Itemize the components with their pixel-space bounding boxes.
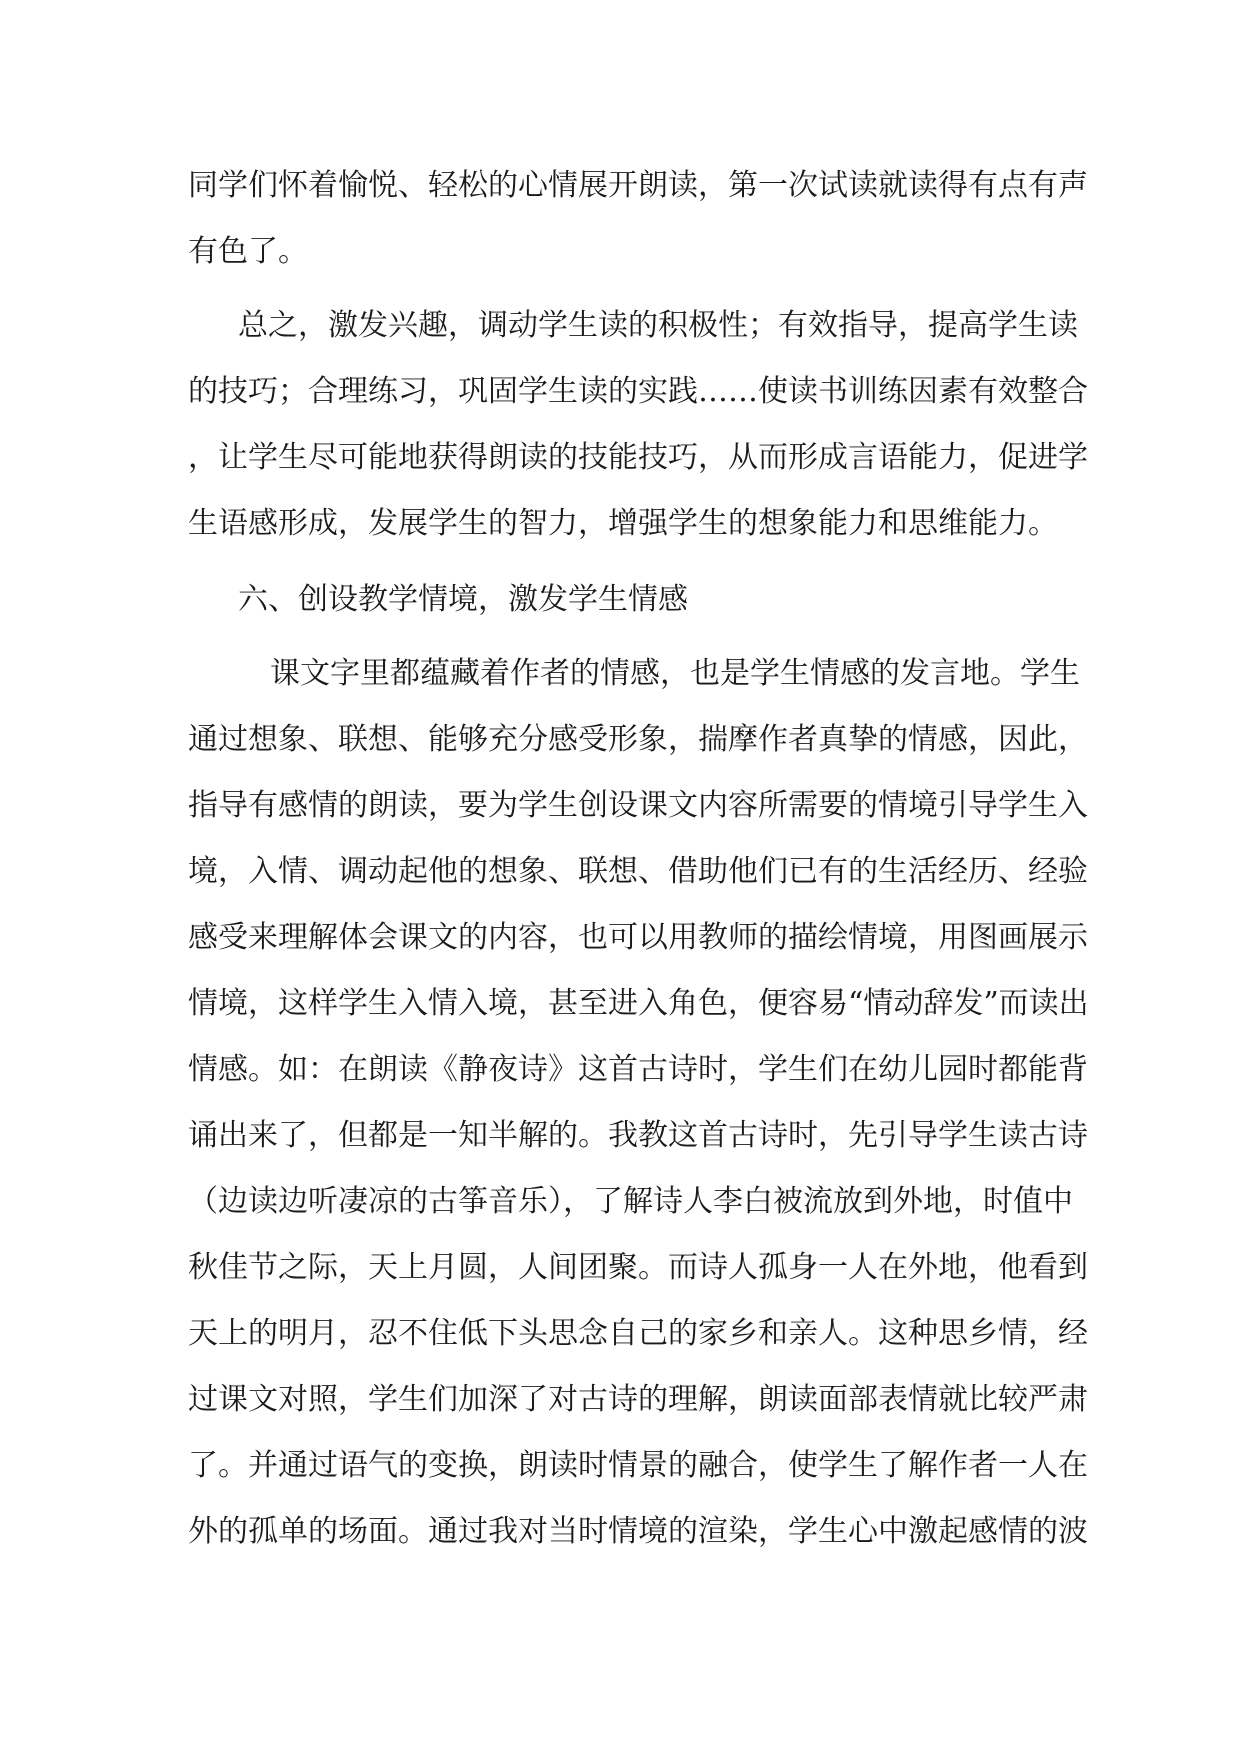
paragraph-line: 课文字里都蕴藏着作者的情感，也是学生情感的发言地。学生 — [270, 656, 1080, 691]
paragraph-line: 有色了。 — [188, 234, 308, 269]
paragraph-line: 过课文对照，学生们加深了对古诗的理解，朗读面部表情就比较严肃 — [188, 1382, 1088, 1417]
paragraph-line: 通过想象、联想、能够充分感受形象，揣摩作者真挚的情感，因此， — [188, 722, 1088, 757]
paragraph-line: 情感。如：在朗读《静夜诗》这首古诗时，学生们在幼儿园时都能背 — [188, 1052, 1088, 1087]
paragraph-line: 指导有感情的朗读，要为学生创设课文内容所需要的情境引导学生入 — [188, 788, 1088, 823]
paragraph-line: 情境，这样学生入情入境，甚至进入角色，便容易“情动辞发”而读出 — [188, 986, 1089, 1021]
paragraph-line: 秋佳节之际，天上月圆，人间团聚。而诗人孤身一人在外地，他看到 — [188, 1250, 1088, 1285]
paragraph-line: 同学们怀着愉悦、轻松的心情展开朗读，第一次试读就读得有点有声 — [188, 168, 1088, 203]
paragraph-line: 天上的明月，忍不住低下头思念自己的家乡和亲人。这种思乡情，经 — [188, 1316, 1088, 1351]
paragraph-line: 境，入情、调动起他的想象、联想、借助他们已有的生活经历、经验 — [188, 854, 1088, 889]
paragraph-line: 感受来理解体会课文的内容，也可以用教师的描绘情境，用图画展示 — [188, 920, 1088, 955]
paragraph-line: 外的孤单的场面。通过我对当时情境的渲染，学生心中激起感情的波 — [188, 1514, 1088, 1549]
paragraph-line: 了。并通过语气的变换，朗读时情景的融合，使学生了解作者一人在 — [188, 1448, 1088, 1483]
paragraph-line: 的技巧；合理练习，巩固学生读的实践……使读书训练因素有效整合 — [188, 374, 1088, 409]
paragraph-line: ，让学生尽可能地获得朗读的技能技巧，从而形成言语能力，促进学 — [188, 440, 1088, 475]
paragraph-line: 诵出来了，但都是一知半解的。我教这首古诗时，先引导学生读古诗 — [188, 1118, 1088, 1153]
section-heading: 六、创设教学情境，激发学生情感 — [238, 582, 688, 617]
paragraph-line: 总之，激发兴趣，调动学生读的积极性；有效指导，提高学生读 — [238, 308, 1078, 343]
paragraph-line: （边读边听凄凉的古筝音乐），了解诗人李白被流放到外地，时值中 — [188, 1184, 1073, 1219]
paragraph-line: 生语感形成，发展学生的智力，增强学生的想象能力和思维能力。 — [188, 506, 1058, 541]
